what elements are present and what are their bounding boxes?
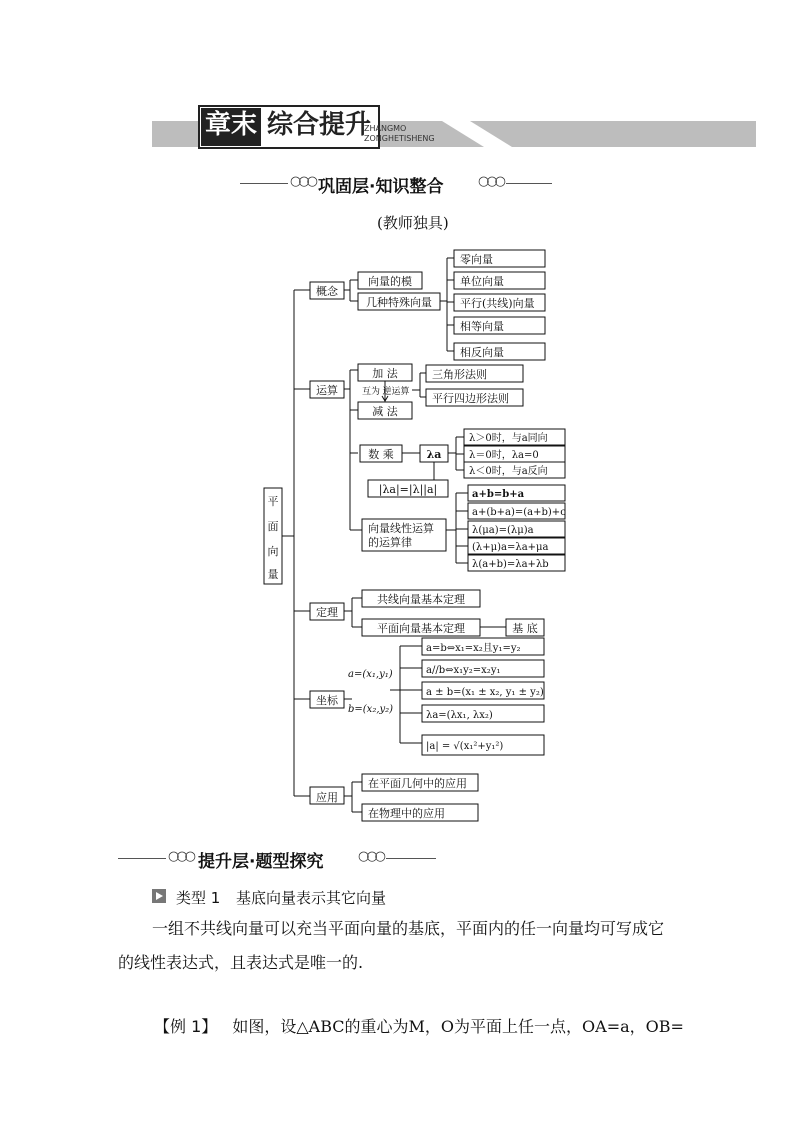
section2-rings-left-icon: ○○○ [168, 849, 194, 864]
node-application: 应用 [316, 791, 338, 804]
lambda-case-3: λ＜0时，与a反向 [469, 466, 548, 477]
theorem-plane: 平面向量基本定理 [377, 622, 465, 635]
coord-rule-4: λa=(λx₁, λx₂) [426, 710, 493, 721]
coord-b: b=(x₂,y₂) [348, 704, 394, 715]
banner-subtitle-line2: ZONGHETISHENG [364, 134, 435, 143]
banner-subtitle-line1: ZHANGMO [364, 124, 407, 133]
law-3: λ(μa)=(λμ)a [472, 525, 534, 536]
type1-label: 类型 1 [176, 889, 221, 907]
example-line [154, 1014, 684, 1037]
special-vector-3: 平行(共线)向量 [460, 297, 535, 310]
special-vector-4: 相等向量 [460, 320, 504, 333]
root-char-2: 面 [267, 520, 279, 533]
rule-parallelogram: 平行四边形法则 [432, 392, 509, 405]
node-concept: 概念 [316, 285, 338, 298]
coord-a: a=(x₁,y₁) [348, 669, 393, 680]
law-2: a+(b+a)=(a+b)+c [472, 507, 566, 518]
special-vector-2: 单位向量 [460, 275, 504, 288]
coord-rule-2: a//b⇔x₁y₂=x₂y₁ [426, 665, 501, 676]
law-1: a+b=b+a [472, 489, 525, 500]
inverse-label-1: 互为 [361, 387, 381, 397]
theorem-collinear: 共线向量基本定理 [377, 593, 465, 606]
coord-rule-3: a ± b=(x₁ ± x₂, y₁ ± y₂) [426, 687, 544, 698]
root-char-3: 向 [267, 545, 279, 558]
node-scalar-mult: 数 乘 [368, 448, 394, 461]
application-geometry: 在平面几何中的应用 [368, 777, 467, 790]
coord-rule-5: |a| = √(x₁²+y₁²) [426, 741, 504, 752]
node-operation: 运算 [316, 384, 338, 397]
section1-title: 巩固层·知识整合 [318, 177, 444, 197]
node-magnitude: 向量的模 [368, 275, 412, 288]
node-addition: 加 法 [372, 367, 398, 380]
section1-rings-left-icon: ○○○ [290, 174, 316, 189]
node-subtraction: 减 法 [372, 405, 398, 418]
node-lambda-a: λa [426, 448, 442, 461]
application-physics: 在物理中的应用 [368, 807, 445, 820]
root-char-1: 平 [267, 495, 279, 508]
example-text: 如图，设△ABC的重心为M，O为平面上任一点，OA=a，OB= [232, 1017, 684, 1036]
law-5: λ(a+b)=λa+λb [472, 559, 549, 570]
coord-rule-1: a=b⇔x₁=x₂且y₁=y₂ [426, 643, 521, 654]
node-linear-ops-2: 的运算律 [368, 536, 412, 549]
special-vector-5: 相反向量 [460, 346, 504, 359]
node-theorem: 定理 [316, 606, 338, 619]
lambda-case-2: λ＝0时，λa=0 [469, 450, 539, 461]
example-label: 【例 1】 [154, 1017, 218, 1036]
inverse-label-2: 逆运算 [382, 387, 410, 397]
lambda-case-1: λ＞0时，与a同向 [469, 433, 548, 444]
banner-title-part1: 章末 [201, 108, 261, 146]
special-vector-1: 零向量 [460, 253, 493, 266]
play-triangle-icon [152, 889, 166, 903]
node-special-vectors: 几种特殊向量 [366, 296, 432, 309]
section1-rings-right-icon: ○○○ [478, 174, 504, 189]
section2-rings-right-icon: ○○○ [358, 849, 384, 864]
type1-title: 基底向量表示其它向量 [236, 889, 387, 907]
body-paragraph: 一组不共线向量可以充当平面向量的基底，平面内的任一向量均可写成它的线性表达式，且表达式是唯一的. [118, 919, 665, 972]
section2-title: 提升层·题型探究 [198, 852, 324, 872]
section2-rule-right [386, 858, 436, 859]
law-4: (λ+μ)a=λa+μa [472, 542, 549, 553]
banner-title-part2: 综合提升 [267, 110, 372, 140]
section2-rule-left [118, 858, 166, 859]
root-char-4: 量 [267, 568, 279, 581]
node-linear-ops-1: 向量线性运算 [368, 522, 434, 535]
node-abs-rule: |λa|=|λ||a| [378, 483, 438, 496]
section1-caption: (教师独具) [377, 214, 449, 232]
node-basis: 基 底 [512, 622, 538, 635]
rule-triangle: 三角形法则 [432, 368, 487, 381]
node-coordinates: 坐标 [316, 694, 338, 707]
